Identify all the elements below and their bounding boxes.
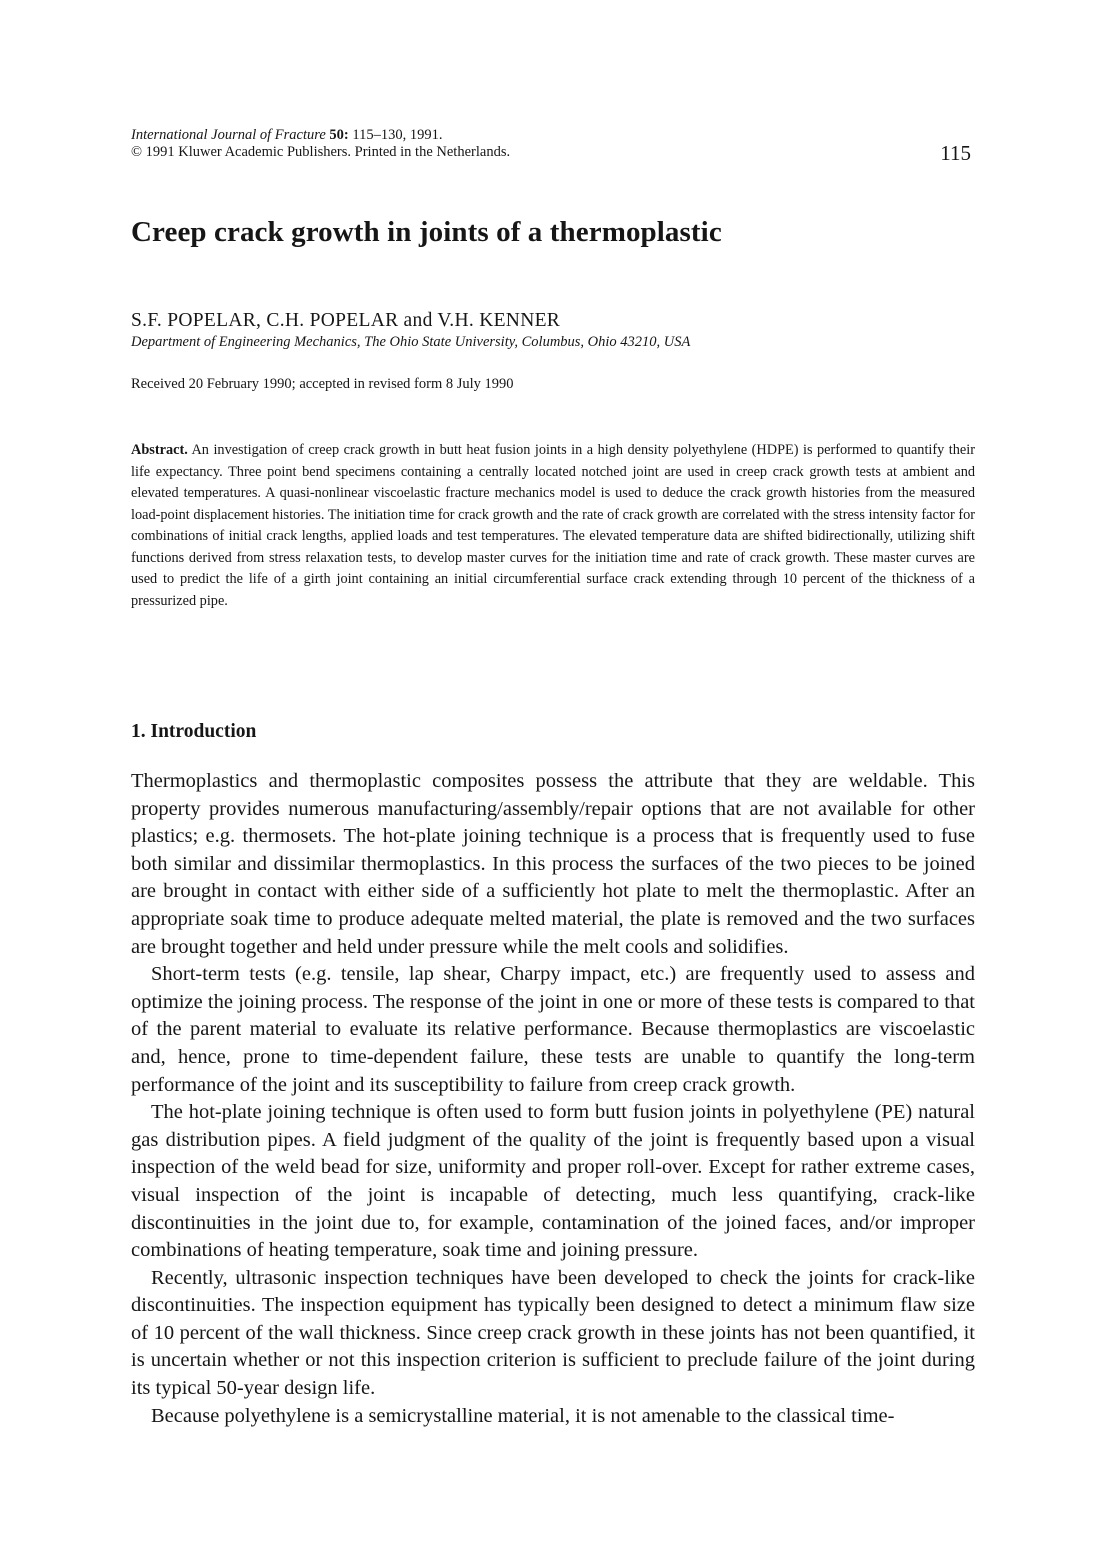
- journal-volume: 50:: [329, 127, 349, 143]
- body-paragraph: Recently, ultrasonic inspection techniques have been developed to check the joints for crack-like discontinuities. The inspection equipment has typically been designed to detect a minimum flaw size of 10 percent of the wall thickness. Since creep crack growth in these joints has not been quantified, it is uncertain whether or not this inspection criterion is sufficient to preclude failure of the joint during its typical 50-year design life.: [131, 1266, 975, 1400]
- copyright-line: © 1991 Kluwer Academic Publishers. Printed in the Netherlands.: [131, 144, 511, 160]
- received-date: Received 20 February 1990; accepted in revised form 8 July 1990: [131, 376, 514, 392]
- page-number: 115: [940, 141, 971, 165]
- body-paragraph: The hot-plate joining technique is often used to form butt fusion joints in polyethylene (PE) natural gas distribution pipes. A field judgment of the quality of the joint is frequently based upon a visual inspection of the weld bead for size, uniformity and proper roll-over. Except for rather extreme cases, visual inspection of the joint is incapable of detecting, much less quantifying, crack-like discontinuities in the joint due to, for example, contamination of the joined faces, and/or improper combinations of heating temperature, soak time and joining pressure.: [131, 1101, 975, 1262]
- section-body: [131, 768, 975, 1430]
- article-title: Creep crack growth in joints of a thermoplastic: [131, 216, 722, 248]
- abstract-label: Abstract.: [131, 442, 188, 458]
- journal-name: International Journal of Fracture: [131, 127, 326, 143]
- body-paragraph: Because polyethylene is a semicrystalline material, it is not amenable to the classical time-: [151, 1404, 895, 1427]
- abstract-text: An investigation of creep crack growth in butt heat fusion joints in a high density polyethylene (HDPE) is performed to quantify their life expectancy. Three point bend specimens containing a centrally located notched joint are used in creep crack growth tests at ambient and elevated temperatures. A quasi-nonlinear viscoelastic fracture mechanics model is used to deduce the crack growth histories from the measured load-point displacement histories. The initiation time for crack growth and the rate of crack growth are correlated with the stress intensity factor for combinations of initial crack lengths, applied loads and test temperatures. The elevated temperature data are shifted bidirectionally, utilizing shift functions derived from stress relaxation tests, to develop master curves for the initiation time and rate of crack growth. These master curves are used to predict the life of a girth joint containing an initial circumferential surface crack extending through 10 percent of the thickness of a pressurized pipe.: [131, 442, 975, 609]
- journal-citation: [131, 127, 510, 161]
- abstract: [131, 440, 975, 612]
- author-list: S.F. POPELAR, C.H. POPELAR and V.H. KENNER: [131, 310, 561, 331]
- section-heading: 1. Introduction: [131, 721, 257, 742]
- body-paragraph: Short-term tests (e.g. tensile, lap shear, Charpy impact, etc.) are frequently used to assess and optimize the joining process. The response of the joint in one or more of these tests is compared to that of the parent material to evaluate its relative performance. Because thermoplastics are viscoelastic and, hence, prone to time-dependent failure, these tests are unable to quantify the long-term performance of the joint and its susceptibility to failure from creep crack growth.: [131, 963, 975, 1096]
- author-affiliation: Department of Engineering Mechanics, The Ohio State University, Columbus, Ohio 43210, USA: [131, 334, 691, 350]
- journal-pages-year: 115–130, 1991.: [352, 127, 443, 143]
- body-paragraph: Thermoplastics and thermoplastic composites possess the attribute that they are weldable. This property provides numerous manufacturing/assembly/repair options that are not available for other plastics; e.g. thermosets. The hot-plate joining technique is a process that is frequently used to fuse both similar and dissimilar thermoplastics. In this process the surfaces of the two pieces to be joined are brought in contact with either side of a sufficiently hot plate to melt the thermoplastic. After an appropriate soak time to produce adequate melted material, the plate is removed and the two surfaces are brought together and held under pressure while the melt cools and solidifies.: [131, 770, 975, 958]
- journal-reference-line: [131, 127, 510, 144]
